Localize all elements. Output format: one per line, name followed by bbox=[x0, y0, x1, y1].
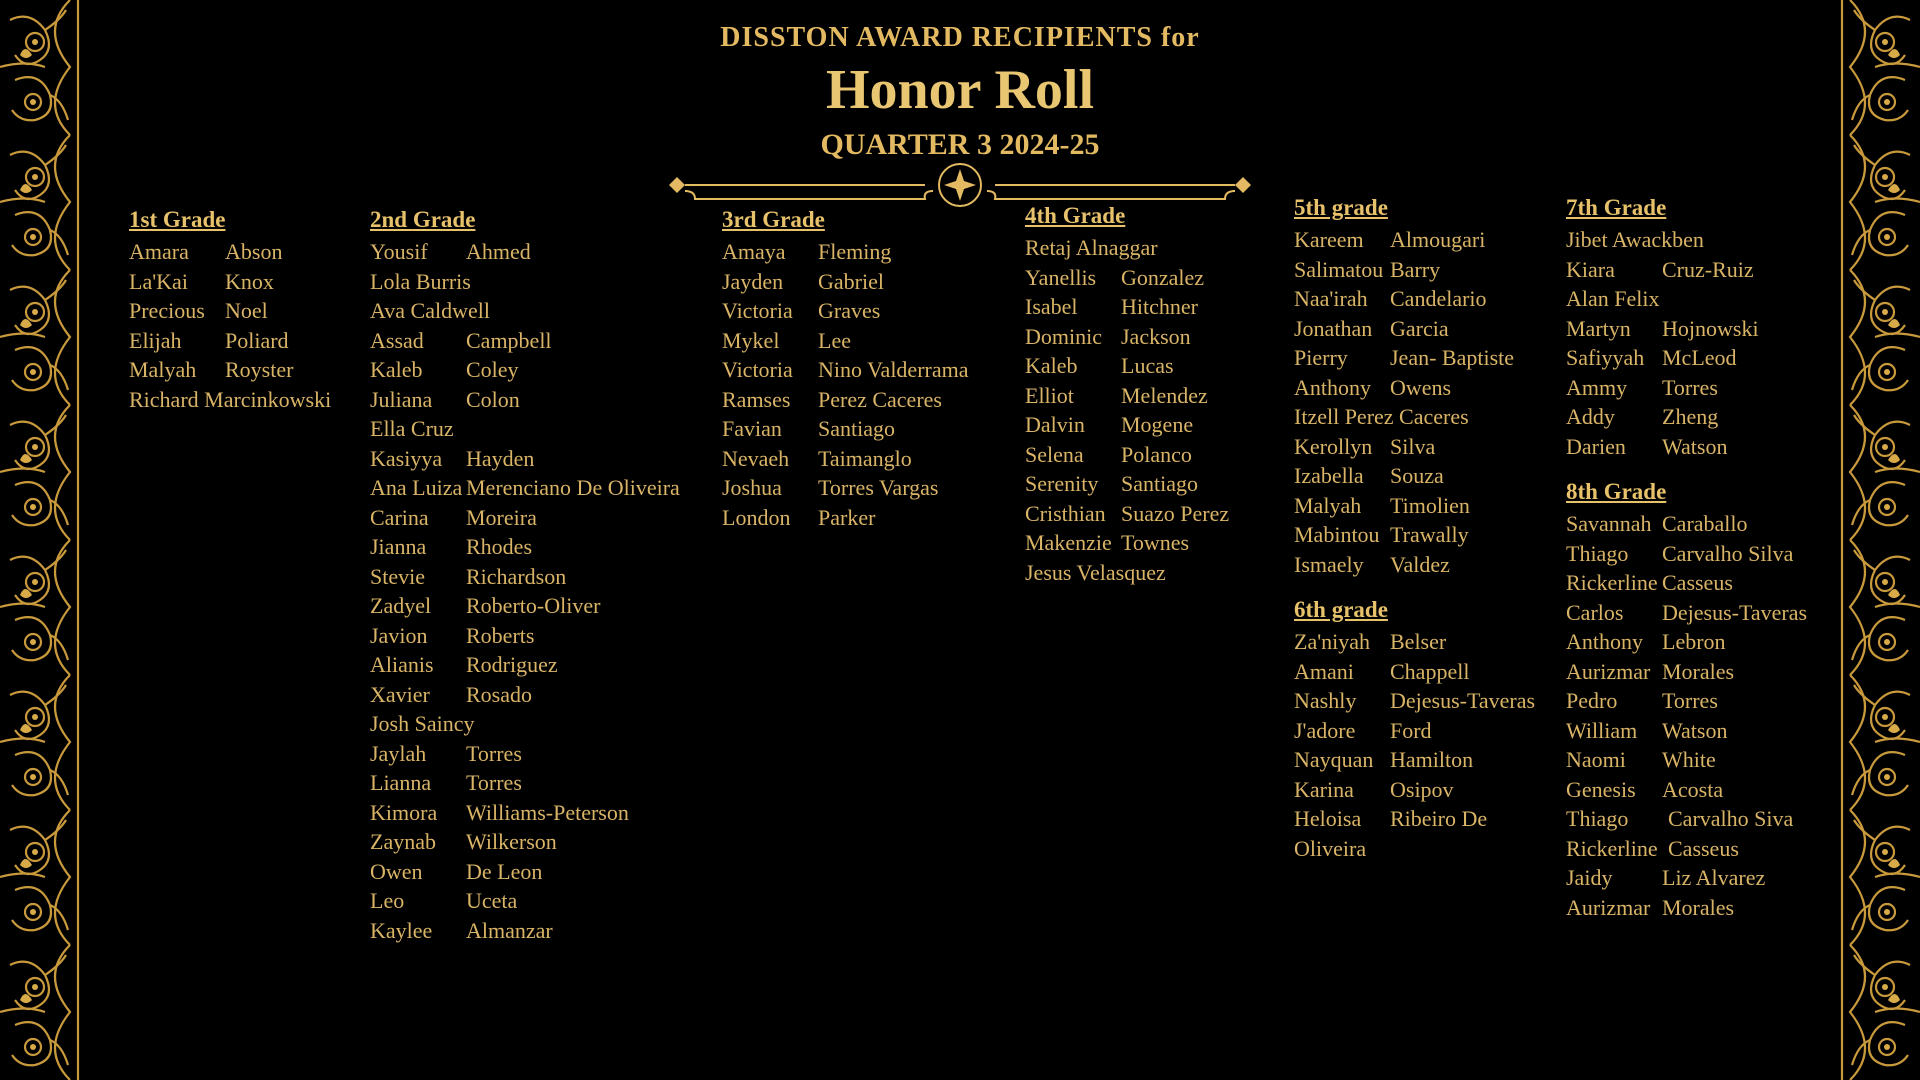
student-first-name: Nayquan bbox=[1294, 747, 1374, 772]
student-last-name: De Leon bbox=[466, 858, 543, 884]
student-last-name: Torres bbox=[1662, 374, 1718, 400]
student-row bbox=[722, 267, 1002, 297]
header-pretitle: DISSTON AWARD RECIPIENTS for bbox=[720, 22, 1200, 53]
grade-heading: 2nd Grade bbox=[370, 207, 476, 232]
student-full-name: Ella Cruz bbox=[370, 416, 454, 441]
header-subtitle: QUARTER 3 2024-25 bbox=[820, 128, 1100, 161]
student-row bbox=[370, 385, 710, 415]
student-first-name: Darien bbox=[1566, 433, 1626, 459]
student-row bbox=[1025, 410, 1275, 440]
grade-heading: 7th Grade bbox=[1566, 195, 1667, 220]
student-row bbox=[129, 385, 359, 415]
student-row bbox=[370, 680, 710, 710]
student-row bbox=[1294, 686, 1564, 716]
student-row bbox=[370, 886, 710, 916]
student-row bbox=[1294, 716, 1564, 746]
student-first-name: Amani bbox=[1294, 658, 1354, 684]
student-last-name: Colon bbox=[466, 386, 520, 412]
grade-section bbox=[129, 207, 359, 414]
student-last-name: Ford bbox=[1390, 717, 1432, 743]
student-first-name: Makenzie bbox=[1025, 530, 1112, 555]
student-last-name: Mogene bbox=[1121, 412, 1194, 437]
column-grade-2 bbox=[370, 207, 710, 945]
student-first-name: Savannah bbox=[1566, 511, 1652, 536]
left-ornamental-border bbox=[0, 0, 90, 1080]
student-last-name: Watson bbox=[1662, 717, 1728, 743]
student-first-name: Thiago bbox=[1566, 806, 1629, 831]
student-last-name: Silva bbox=[1390, 433, 1436, 459]
student-last-name: Barry bbox=[1390, 256, 1441, 282]
student-row bbox=[722, 385, 1002, 415]
student-last-name: Rodriguez bbox=[466, 652, 558, 677]
student-first-name: Kerollyn bbox=[1294, 433, 1373, 459]
student-last-name: Taimanglo bbox=[818, 445, 912, 471]
student-last-name: Owens bbox=[1390, 374, 1452, 400]
student-first-name: Precious bbox=[129, 298, 205, 323]
student-last-name: Hitchner bbox=[1121, 294, 1198, 319]
grade-heading: 3rd Grade bbox=[722, 207, 825, 232]
student-last-name: Torres Vargas bbox=[818, 475, 939, 500]
student-first-name: Rickerline bbox=[1566, 570, 1658, 595]
student-full-name: Josh Saincy bbox=[370, 711, 475, 736]
student-last-name: Candelario bbox=[1390, 286, 1487, 311]
student-row bbox=[1566, 225, 1841, 255]
grade-heading: 1st Grade bbox=[129, 207, 226, 232]
student-last-name: Hojnowski bbox=[1662, 315, 1759, 341]
student-row bbox=[370, 296, 710, 326]
student-first-name: Kaleb bbox=[370, 357, 423, 382]
student-row bbox=[129, 296, 359, 326]
student-row bbox=[129, 326, 359, 356]
student-last-name: Casseus bbox=[1662, 570, 1733, 595]
student-row bbox=[1025, 351, 1275, 381]
student-row bbox=[722, 473, 1002, 503]
student-last-name: Gabriel bbox=[818, 268, 884, 294]
student-last-name: Timolien bbox=[1390, 492, 1470, 518]
student-last-name: Jean- Baptiste bbox=[1390, 345, 1515, 370]
student-first-name: Joshua bbox=[722, 475, 782, 500]
student-last-name: Merenciano De Oliveira bbox=[466, 475, 680, 500]
grade-heading: 6th grade bbox=[1294, 597, 1388, 622]
student-last-name: Osipov bbox=[1390, 776, 1454, 802]
student-row bbox=[722, 414, 1002, 444]
grade-section bbox=[1025, 203, 1275, 587]
student-first-name: Martyn bbox=[1566, 315, 1631, 341]
student-row bbox=[722, 503, 1002, 533]
right-ornamental-border bbox=[1830, 0, 1920, 1080]
student-last-name: Souza bbox=[1390, 463, 1444, 488]
student-first-name: Kareem bbox=[1294, 227, 1364, 252]
student-last-name: Almougari bbox=[1390, 227, 1486, 252]
student-row bbox=[129, 267, 359, 297]
student-row bbox=[1294, 745, 1564, 775]
student-row bbox=[1566, 775, 1841, 805]
student-row bbox=[1025, 499, 1275, 529]
student-last-name: Nino Valderrama bbox=[818, 357, 969, 382]
student-row bbox=[370, 709, 710, 739]
student-row bbox=[129, 237, 359, 267]
student-row bbox=[1294, 373, 1564, 403]
student-row bbox=[370, 444, 710, 474]
page-title: Honor Roll bbox=[825, 59, 1095, 121]
student-first-name: Ana Luiza bbox=[370, 475, 463, 500]
student-last-name: Cruz-Ruiz bbox=[1662, 256, 1754, 282]
student-first-name: Serenity bbox=[1025, 471, 1099, 496]
student-row bbox=[370, 414, 710, 444]
student-row bbox=[1566, 834, 1841, 864]
student-last-name: Morales bbox=[1662, 658, 1735, 684]
student-last-name: Campbell bbox=[466, 327, 552, 353]
student-first-name: Mykel bbox=[722, 327, 780, 353]
student-first-name: Victoria bbox=[722, 357, 793, 382]
student-first-name: J'adore bbox=[1294, 717, 1356, 743]
grade-section bbox=[1566, 195, 1841, 461]
student-row bbox=[1294, 225, 1564, 255]
student-row bbox=[722, 296, 1002, 326]
student-last-name: Belser bbox=[1390, 629, 1447, 654]
student-first-name: Nashly bbox=[1294, 688, 1357, 713]
student-row bbox=[722, 237, 1002, 267]
student-last-name: White bbox=[1662, 747, 1716, 772]
student-row bbox=[1566, 432, 1841, 462]
student-first-name: Leo bbox=[370, 888, 405, 913]
student-last-name: Chappell bbox=[1390, 658, 1470, 684]
student-first-name: Xavier bbox=[370, 681, 430, 707]
student-first-name: Stevie bbox=[370, 563, 425, 589]
student-last-name: Caraballo bbox=[1662, 511, 1748, 536]
student-row bbox=[1566, 509, 1841, 539]
student-last-name: Watson bbox=[1662, 433, 1728, 459]
student-full-name: Alan Felix bbox=[1566, 286, 1660, 311]
student-row bbox=[370, 621, 710, 651]
student-last-name: Torres bbox=[466, 740, 522, 766]
student-row bbox=[1294, 520, 1564, 550]
page-header bbox=[0, 22, 1920, 162]
student-row bbox=[1294, 550, 1564, 580]
student-last-name: Ribeiro De bbox=[1390, 806, 1488, 831]
student-row bbox=[370, 916, 710, 946]
student-last-name: Zheng bbox=[1662, 404, 1719, 429]
grade-section bbox=[1566, 479, 1841, 922]
student-last-name: Fleming bbox=[818, 239, 892, 264]
student-first-name: Malyah bbox=[129, 357, 197, 382]
student-row bbox=[370, 591, 710, 621]
student-last-name: Trawally bbox=[1390, 522, 1469, 547]
student-row bbox=[1294, 775, 1564, 805]
student-full-name: Itzell Perez Caceres bbox=[1294, 404, 1469, 429]
student-last-name: Noel bbox=[225, 298, 268, 323]
student-first-name: Ismaely bbox=[1294, 551, 1364, 577]
student-row bbox=[370, 857, 710, 887]
student-first-name: Kaleb bbox=[1025, 353, 1078, 378]
student-first-name: Javion bbox=[370, 622, 428, 648]
student-first-name: Kasiyya bbox=[370, 445, 443, 471]
student-last-name: Liz Alvarez bbox=[1662, 865, 1766, 890]
column-grade-3 bbox=[722, 207, 1002, 532]
student-first-name: Elliot bbox=[1025, 382, 1074, 408]
student-full-name: Oliveira bbox=[1294, 835, 1367, 861]
student-last-name: Moreira bbox=[466, 504, 537, 530]
student-last-name: Garcia bbox=[1390, 315, 1449, 341]
student-row bbox=[1566, 804, 1841, 834]
student-row bbox=[1566, 539, 1841, 569]
student-first-name: Rickerline bbox=[1566, 835, 1658, 861]
student-first-name: Kiara bbox=[1566, 256, 1615, 282]
student-last-name: Torres bbox=[466, 770, 522, 795]
student-row bbox=[370, 355, 710, 385]
student-row bbox=[1566, 716, 1841, 746]
student-row bbox=[370, 739, 710, 769]
student-full-name: Jibet Awackben bbox=[1566, 227, 1704, 252]
student-last-name: Acosta bbox=[1662, 776, 1724, 802]
student-row bbox=[1566, 893, 1841, 923]
student-row bbox=[1566, 284, 1841, 314]
student-row bbox=[370, 768, 710, 798]
grade-heading: 4th Grade bbox=[1025, 203, 1126, 228]
student-first-name: Carlos bbox=[1566, 599, 1624, 625]
student-last-name: Ahmed bbox=[466, 239, 531, 264]
grade-section bbox=[370, 207, 710, 945]
student-full-name: Retaj Alnaggar bbox=[1025, 235, 1158, 260]
student-last-name: Parker bbox=[818, 504, 876, 530]
student-first-name: Anthony bbox=[1294, 374, 1371, 400]
student-row bbox=[1025, 381, 1275, 411]
student-row bbox=[370, 532, 710, 562]
student-row bbox=[1025, 558, 1275, 588]
student-row bbox=[1566, 373, 1841, 403]
student-first-name: Naa'irah bbox=[1294, 286, 1368, 311]
student-first-name: Dalvin bbox=[1025, 412, 1085, 437]
student-first-name: Naomi bbox=[1566, 747, 1626, 772]
student-last-name: Dejesus-Taveras bbox=[1390, 688, 1536, 713]
student-row bbox=[1294, 432, 1564, 462]
student-first-name: London bbox=[722, 504, 791, 530]
student-first-name: Carina bbox=[370, 504, 429, 530]
student-first-name: Owen bbox=[370, 858, 423, 884]
student-last-name: Suazo Perez bbox=[1121, 500, 1230, 526]
student-last-name: Polanco bbox=[1121, 441, 1192, 467]
student-last-name: Townes bbox=[1121, 530, 1190, 555]
student-row bbox=[722, 444, 1002, 474]
student-first-name: Addy bbox=[1566, 404, 1615, 429]
student-last-name: Carvalho Silva bbox=[1662, 540, 1794, 566]
column-grades-7-8 bbox=[1566, 195, 1841, 922]
student-last-name: Torres bbox=[1662, 688, 1718, 713]
student-last-name: Uceta bbox=[466, 888, 518, 913]
student-row bbox=[1566, 657, 1841, 687]
student-last-name: Melendez bbox=[1121, 382, 1208, 408]
student-last-name: Casseus bbox=[1668, 835, 1739, 861]
student-last-name: Coley bbox=[466, 357, 519, 382]
student-first-name: Pedro bbox=[1566, 688, 1618, 713]
student-last-name: Abson bbox=[225, 239, 283, 264]
student-full-name: Richard Marcinkowski bbox=[129, 386, 332, 412]
student-last-name: Rosado bbox=[466, 681, 532, 707]
student-first-name: Yanellis bbox=[1025, 264, 1097, 290]
student-first-name: Isabel bbox=[1025, 294, 1078, 319]
student-last-name: Royster bbox=[225, 357, 294, 382]
student-row bbox=[1294, 255, 1564, 285]
student-row bbox=[1294, 402, 1564, 432]
student-row bbox=[1025, 263, 1275, 293]
student-row bbox=[722, 326, 1002, 356]
student-full-name: Ava Caldwell bbox=[370, 298, 490, 323]
student-first-name: Heloisa bbox=[1294, 806, 1362, 831]
student-row bbox=[1294, 284, 1564, 314]
student-first-name: Izabella bbox=[1294, 463, 1364, 488]
student-row bbox=[1294, 343, 1564, 373]
student-last-name: Gonzalez bbox=[1121, 264, 1205, 290]
student-row bbox=[1294, 314, 1564, 344]
student-row bbox=[370, 650, 710, 680]
student-first-name: Nevaeh bbox=[722, 445, 790, 471]
student-first-name: Zaynab bbox=[370, 829, 436, 854]
student-row bbox=[1025, 469, 1275, 499]
student-first-name: Jaylah bbox=[370, 740, 427, 766]
student-first-name: Jonathan bbox=[1294, 315, 1373, 341]
student-first-name: La'Kai bbox=[129, 268, 188, 294]
student-last-name: Rhodes bbox=[466, 534, 532, 559]
student-first-name: Zadyel bbox=[370, 593, 432, 618]
student-first-name: Aurizmar bbox=[1566, 894, 1651, 920]
student-last-name: Dejesus-Taveras bbox=[1662, 599, 1808, 625]
student-first-name: Yousif bbox=[370, 239, 428, 264]
student-first-name: Selena bbox=[1025, 441, 1084, 467]
student-last-name: Lebron bbox=[1662, 629, 1726, 654]
student-first-name: Jianna bbox=[370, 534, 427, 559]
student-full-name: Jesus Velasquez bbox=[1025, 559, 1166, 585]
student-last-name: Knox bbox=[225, 268, 274, 294]
student-first-name: Lianna bbox=[370, 770, 432, 795]
student-row bbox=[1566, 255, 1841, 285]
student-last-name: Williams-Peterson bbox=[466, 799, 629, 825]
student-row bbox=[370, 827, 710, 857]
student-first-name: Safiyyah bbox=[1566, 345, 1645, 370]
student-row bbox=[1566, 598, 1841, 628]
student-row bbox=[129, 355, 359, 385]
student-row bbox=[370, 562, 710, 592]
grade-section bbox=[722, 207, 1002, 532]
student-last-name: Lucas bbox=[1121, 353, 1174, 378]
student-first-name: Mabintou bbox=[1294, 522, 1380, 547]
student-row bbox=[370, 473, 710, 503]
student-first-name: Assad bbox=[370, 327, 424, 353]
student-row bbox=[1566, 686, 1841, 716]
column-grade-1 bbox=[129, 207, 359, 414]
student-row bbox=[370, 503, 710, 533]
student-last-name: Santiago bbox=[1121, 471, 1198, 496]
student-first-name: Dominic bbox=[1025, 323, 1102, 349]
student-row bbox=[1566, 402, 1841, 432]
student-full-name: Lola Burris bbox=[370, 268, 471, 294]
student-row bbox=[370, 237, 710, 267]
student-first-name: Pierry bbox=[1294, 345, 1348, 370]
student-first-name: Genesis bbox=[1566, 776, 1636, 802]
student-last-name: Hayden bbox=[466, 445, 535, 471]
student-row bbox=[1294, 657, 1564, 687]
student-last-name: Santiago bbox=[818, 416, 895, 441]
grade-section bbox=[1294, 195, 1564, 579]
student-row bbox=[1566, 627, 1841, 657]
student-first-name: Juliana bbox=[370, 386, 433, 412]
student-row bbox=[1025, 233, 1275, 263]
student-first-name: Alianis bbox=[370, 652, 434, 677]
student-last-name: Almanzar bbox=[466, 917, 553, 943]
student-first-name: Amara bbox=[129, 239, 189, 264]
student-first-name: Kaylee bbox=[370, 917, 433, 943]
student-row bbox=[1294, 461, 1564, 491]
student-row bbox=[370, 267, 710, 297]
student-first-name: Favian bbox=[722, 416, 782, 441]
student-first-name: Elijah bbox=[129, 327, 182, 353]
student-row bbox=[1566, 568, 1841, 598]
student-last-name: McLeod bbox=[1662, 345, 1737, 370]
student-first-name: Thiago bbox=[1566, 540, 1629, 566]
student-last-name: Roberts bbox=[466, 622, 535, 648]
student-last-name: Poliard bbox=[225, 327, 289, 353]
student-row bbox=[1566, 314, 1841, 344]
student-last-name: Wilkerson bbox=[466, 829, 557, 854]
student-row bbox=[1294, 834, 1564, 864]
student-first-name: Salimatou bbox=[1294, 256, 1384, 282]
student-row bbox=[1566, 343, 1841, 373]
student-first-name: Anthony bbox=[1566, 629, 1643, 654]
student-first-name: William bbox=[1566, 717, 1638, 743]
student-row bbox=[370, 798, 710, 828]
student-last-name: Roberto-Oliver bbox=[466, 593, 601, 618]
student-first-name: Aurizmar bbox=[1566, 658, 1651, 684]
student-row bbox=[1025, 322, 1275, 352]
student-last-name: Hamilton bbox=[1390, 747, 1474, 772]
student-first-name: Malyah bbox=[1294, 492, 1362, 518]
student-first-name: Za'niyah bbox=[1294, 629, 1371, 654]
student-row bbox=[1566, 745, 1841, 775]
student-last-name: Jackson bbox=[1121, 323, 1191, 349]
student-last-name: Perez Caceres bbox=[818, 386, 942, 412]
student-last-name: Graves bbox=[818, 298, 881, 323]
student-row bbox=[722, 355, 1002, 385]
student-row bbox=[1294, 804, 1564, 834]
column-grade-4 bbox=[1025, 203, 1275, 587]
student-last-name: Morales bbox=[1662, 894, 1735, 920]
student-row bbox=[370, 326, 710, 356]
student-first-name: Ramses bbox=[722, 386, 791, 412]
grade-heading: 5th grade bbox=[1294, 195, 1388, 220]
student-row bbox=[1025, 528, 1275, 558]
student-row bbox=[1566, 863, 1841, 893]
student-last-name: Lee bbox=[818, 327, 851, 353]
column-grades-5-6 bbox=[1294, 195, 1564, 863]
grade-heading: 8th Grade bbox=[1566, 479, 1667, 504]
student-row bbox=[1294, 627, 1564, 657]
student-row bbox=[1294, 491, 1564, 521]
student-first-name: Kimora bbox=[370, 799, 438, 825]
student-first-name: Cristhian bbox=[1025, 500, 1106, 526]
student-row bbox=[1025, 292, 1275, 322]
student-first-name: Victoria bbox=[722, 298, 793, 323]
student-first-name: Ammy bbox=[1566, 374, 1628, 400]
student-first-name: Jayden bbox=[722, 268, 784, 294]
student-row bbox=[1025, 440, 1275, 470]
student-first-name: Jaidy bbox=[1566, 865, 1613, 890]
student-last-name: Richardson bbox=[466, 563, 567, 589]
student-last-name: Valdez bbox=[1390, 551, 1450, 577]
student-last-name: Carvalho Siva bbox=[1668, 806, 1794, 831]
student-first-name: Karina bbox=[1294, 776, 1354, 802]
student-first-name: Amaya bbox=[722, 239, 786, 264]
grade-section bbox=[1294, 597, 1564, 863]
